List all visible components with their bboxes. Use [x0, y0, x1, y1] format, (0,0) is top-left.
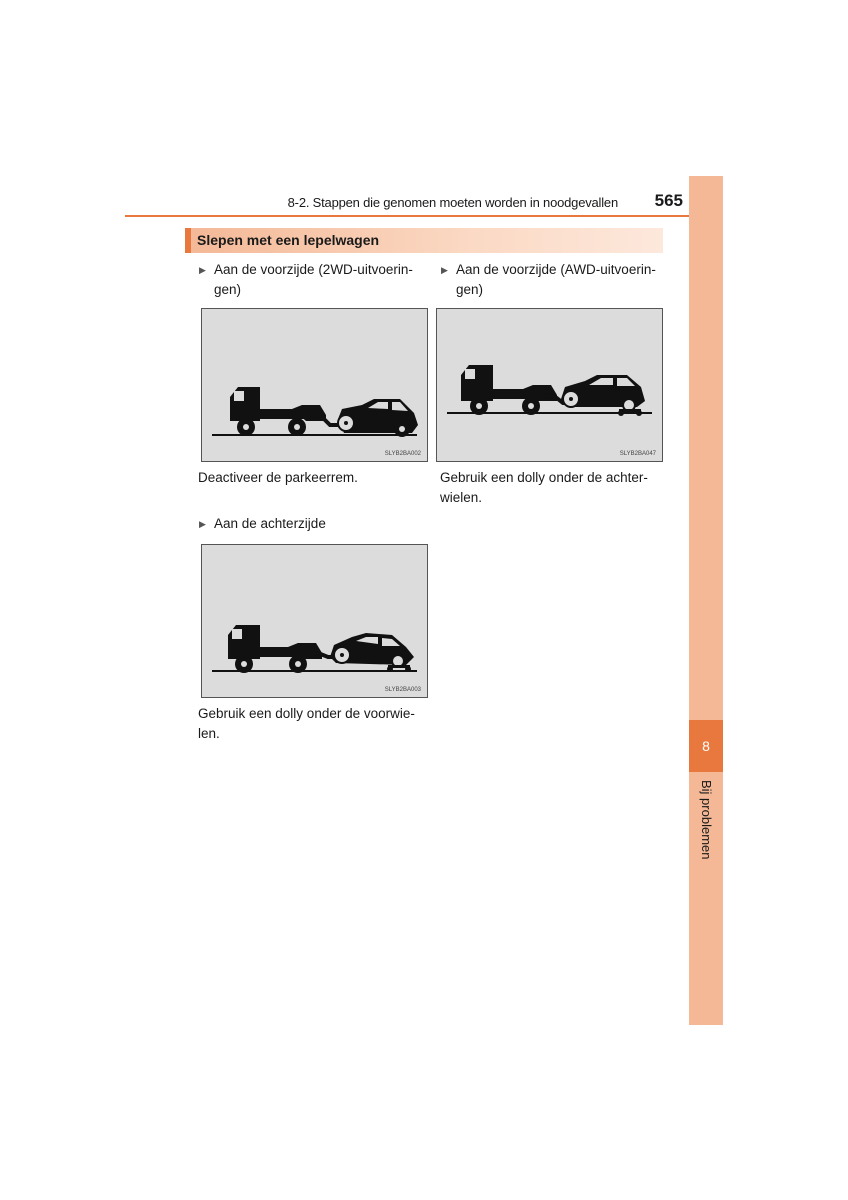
chapter-number: 8 — [702, 738, 710, 754]
caption-front-2wd — [198, 468, 428, 488]
caption-line2: len. — [198, 726, 220, 741]
caption-rear — [198, 704, 428, 744]
figure-code: SLYB2BA003 — [384, 687, 421, 693]
figure-code: SLYB2BA002 — [384, 451, 421, 457]
bullet-front-awd — [441, 260, 671, 300]
tow-truck-rear-illustration — [202, 545, 427, 697]
chapter-side-tab — [689, 176, 723, 1025]
tow-truck-dolly-illustration — [437, 309, 662, 461]
bullet-text-line1: Aan de voorzijde (2WD-uitvoerin- — [214, 262, 413, 277]
bullet-text-line2: gen) — [456, 282, 484, 297]
bullet-front-2wd — [199, 260, 429, 300]
chapter-number-box — [689, 720, 723, 772]
page-number: 565 — [654, 191, 683, 210]
caption-line2: wielen. — [440, 490, 483, 505]
bullet-rear — [199, 514, 429, 534]
section-heading-bar — [185, 228, 663, 253]
bullet-arrow-icon: ▶ — [199, 265, 206, 275]
figure-tow-front-2wd — [201, 308, 428, 462]
bullet-arrow-icon: ▶ — [441, 265, 448, 275]
caption-line1: Gebruik een dolly onder de achter- — [440, 470, 648, 485]
figure-tow-rear — [201, 544, 428, 698]
bullet-arrow-icon: ▶ — [199, 519, 206, 529]
caption-line1: Deactiveer de parkeerrem. — [198, 470, 358, 485]
figure-tow-front-awd — [436, 308, 663, 462]
section-heading-accent — [185, 228, 191, 253]
chapter-label: Bij problemen — [699, 780, 714, 860]
figure-code: SLYB2BA047 — [619, 451, 656, 457]
tow-truck-illustration — [202, 309, 427, 461]
bullet-text-line2: gen) — [214, 282, 242, 297]
running-header: 8-2. Stappen die genomen moeten worden in noodgevallen — [287, 195, 618, 210]
bullet-text-line1: Aan de voorzijde (AWD-uitvoerin- — [456, 262, 656, 277]
header-rule — [125, 215, 723, 217]
section-heading: Slepen met een lepelwagen — [197, 232, 380, 248]
caption-front-awd — [440, 468, 665, 508]
caption-line1: Gebruik een dolly onder de voorwie- — [198, 706, 415, 721]
bullet-text-line1: Aan de achterzijde — [214, 516, 326, 531]
